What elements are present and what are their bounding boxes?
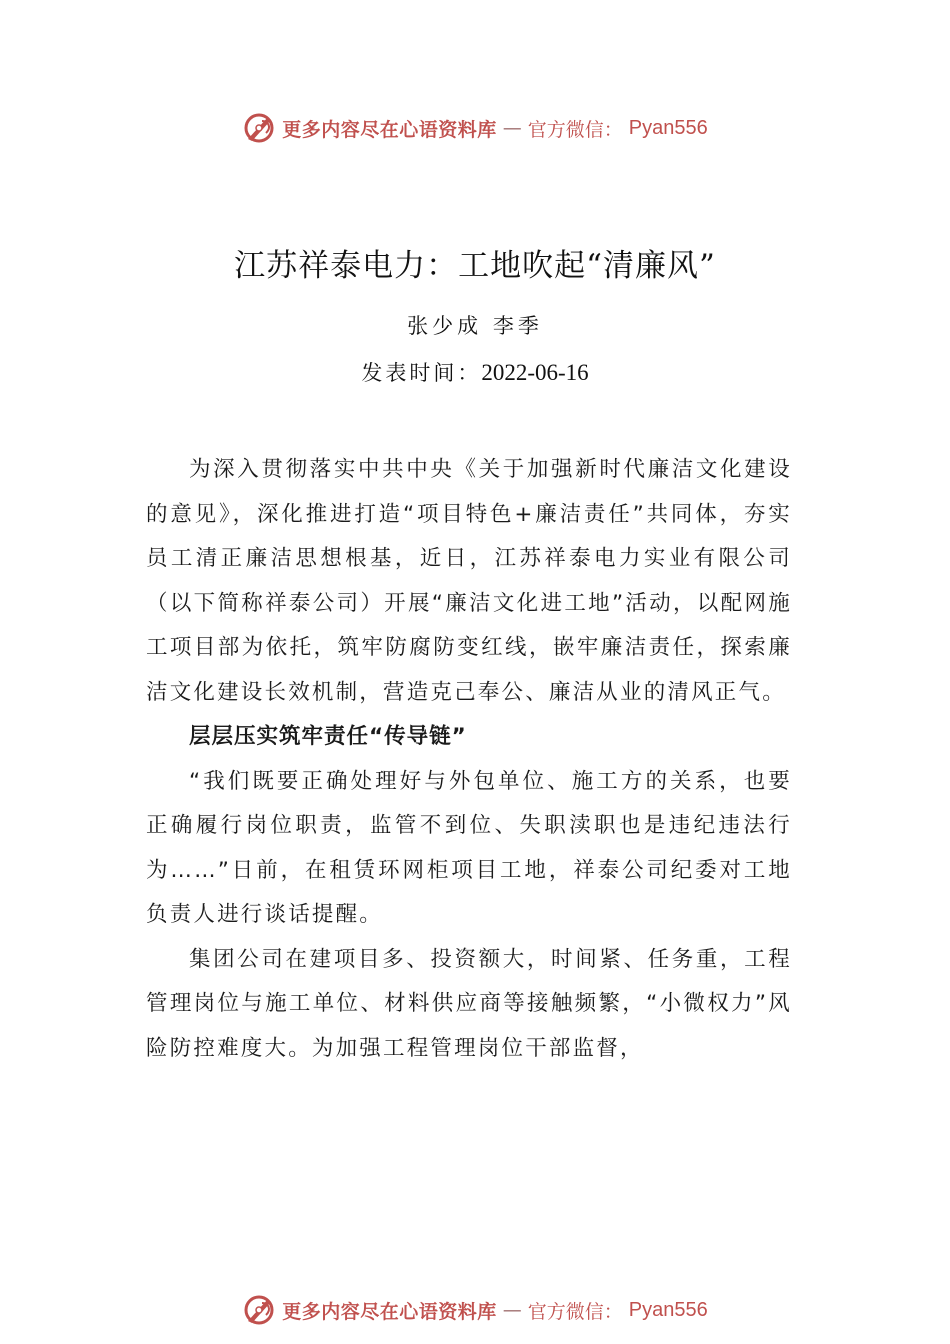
banner-site-text: 更多内容尽在心语资料库 xyxy=(282,118,497,141)
section-heading: 层层压实筑牢责任“传导链” xyxy=(189,724,467,749)
quill-pen-logo-icon xyxy=(242,1293,276,1327)
banner-separator: — xyxy=(502,117,522,139)
banner-site-text: 更多内容尽在心语资料库 xyxy=(282,1300,497,1323)
publish-date-label: 发表时间： xyxy=(361,361,482,385)
banner-wechat-id: Pyan556 xyxy=(628,1298,708,1321)
footer-banner xyxy=(0,1290,950,1330)
section-paragraph: “我们既要正确处理好与外包单位、施工方的关系，也要正确履行岗位职责，监管不到位、失职渎职也是违纪违法行为……”日前，在租赁环网柜项目工地，祥泰公司纪委对工地负责人进行谈话提醒。 xyxy=(146,768,792,927)
section-paragraph: 集团公司在建项目多、投资额大，时间紧、任务重，工程管理岗位与施工单位、材料供应商等接触频繁，“小微权力”风险防控难度大。为加强工程管理岗位干部监督， xyxy=(146,946,792,1061)
banner-separator: — xyxy=(502,1299,522,1321)
article-title: 江苏祥泰电力：工地吹起“清廉风” xyxy=(234,248,716,284)
publish-date-value: 2022-06-16 xyxy=(481,360,589,385)
banner-wechat-label: 官方微信： xyxy=(527,1300,623,1323)
article-body xyxy=(146,448,792,1071)
intro-paragraph: 为深入贯彻落实中共中央《关于加强新时代廉洁文化建设的意见》，深化推进打造“项目特色+廉洁责任”共同体，夯实员工清正廉洁思想根基，近日，江苏祥泰电力实业有限公司（以下简称祥泰公司）开展“廉洁文化进工地”活动，以配网施工项目部为依托，筑牢防腐防变红线，嵌牢廉洁责任，探索廉洁文化建设长效机制，营造克己奉公、廉洁从业的清风正气。 xyxy=(146,457,792,705)
banner-wechat-id: Pyan556 xyxy=(628,116,708,139)
banner-wechat-label: 官方微信： xyxy=(527,118,623,141)
quill-pen-logo-icon xyxy=(242,111,276,145)
article-authors: 张少成 李季 xyxy=(407,314,543,338)
publish-date xyxy=(0,357,950,387)
header-banner xyxy=(0,108,950,148)
